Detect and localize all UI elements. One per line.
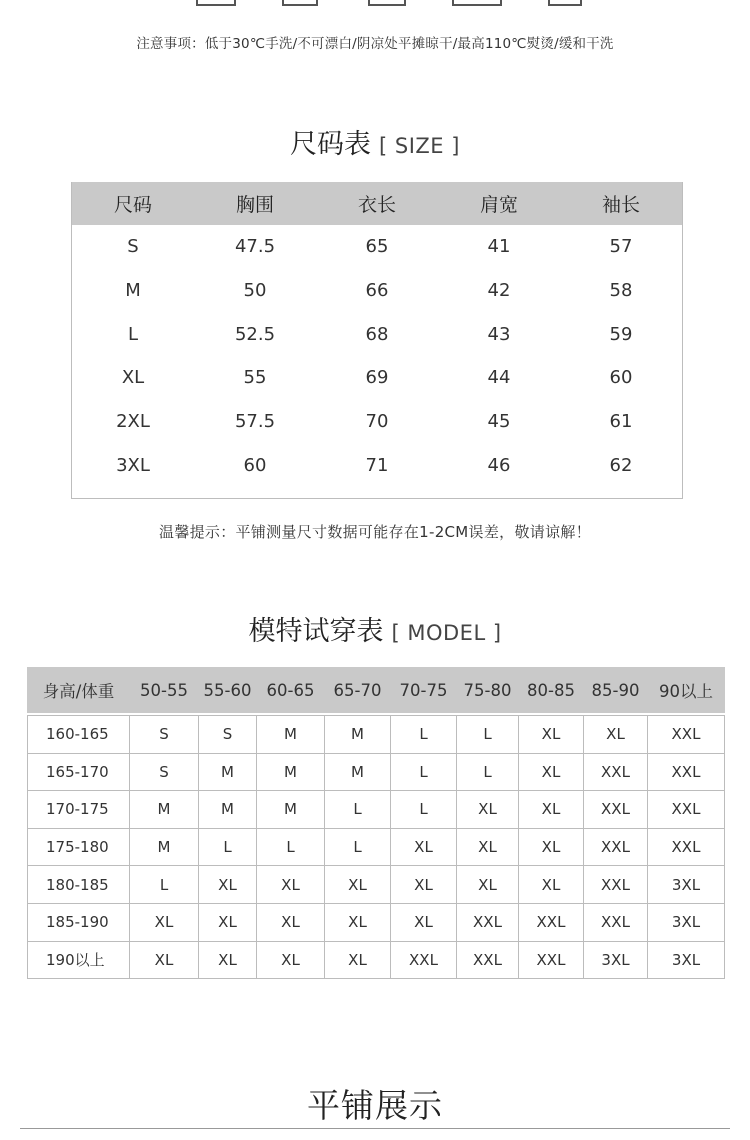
table-cell: 58 <box>609 280 633 302</box>
height-range-cell: 190以上 <box>28 941 130 979</box>
size-cell: M <box>325 753 391 791</box>
height-range-cell: 180-185 <box>28 866 130 904</box>
size-cell: XL <box>391 866 457 904</box>
size-cell: L <box>391 753 457 791</box>
size-cell: XXL <box>391 941 457 979</box>
size-cell: XL <box>457 791 519 829</box>
table-cell: 60 <box>609 367 633 389</box>
size-table <box>71 182 683 499</box>
table-row <box>72 443 682 487</box>
header-cell-weight-range: 55-60 <box>199 668 257 713</box>
height-range-cell: 160-165 <box>28 716 130 754</box>
model-table-header <box>28 668 725 713</box>
table-row <box>28 828 725 866</box>
table-row <box>28 716 725 754</box>
size-cell: L <box>391 791 457 829</box>
header-cell-chest: 胸围 <box>235 194 274 216</box>
size-cell: L <box>325 828 391 866</box>
table-cell: 47.5 <box>234 236 276 258</box>
iron-icon <box>452 0 502 6</box>
table-cell: M <box>125 280 141 302</box>
size-cell: XL <box>325 903 391 941</box>
table-cell: 41 <box>487 236 511 258</box>
table-cell: 45 <box>487 411 511 433</box>
model-table-body <box>28 713 725 979</box>
size-table-header <box>72 182 682 225</box>
table-cell: 44 <box>487 367 511 389</box>
size-cell: S <box>130 753 199 791</box>
table-cell: 68 <box>365 323 389 345</box>
table-cell: 57.5 <box>234 411 276 433</box>
model-chart-title-text: 模特试穿表 <box>248 616 384 647</box>
dry-flat-icon <box>368 0 406 6</box>
size-cell: XXL <box>648 716 725 754</box>
size-cell: L <box>457 753 519 791</box>
size-chart-subtitle: [ SIZE ] <box>379 134 460 158</box>
size-cell: XXL <box>584 828 648 866</box>
size-cell: XL <box>130 941 199 979</box>
table-cell: 2XL <box>116 411 150 433</box>
size-cell: 3XL <box>584 941 648 979</box>
size-cell: L <box>199 828 257 866</box>
size-cell: M <box>199 753 257 791</box>
size-cell: XL <box>457 866 519 904</box>
size-cell: XL <box>519 791 584 829</box>
size-cell: XL <box>391 828 457 866</box>
header-cell-sleeve: 袖长 <box>601 194 640 216</box>
size-cell: XL <box>325 866 391 904</box>
size-cell: M <box>257 716 325 754</box>
size-cell: S <box>130 716 199 754</box>
size-cell: XL <box>257 903 325 941</box>
header-cell-height-weight: 身高/体重 <box>28 668 130 713</box>
header-cell-weight-range: 85-90 <box>584 668 648 713</box>
size-cell: 3XL <box>648 903 725 941</box>
table-cell: 52.5 <box>234 323 276 345</box>
size-cell: XL <box>391 903 457 941</box>
table-row <box>28 866 725 904</box>
size-cell: XL <box>257 941 325 979</box>
table-row <box>72 225 682 269</box>
no-bleach-icon <box>282 0 318 6</box>
header-cell-length: 衣长 <box>357 194 396 216</box>
header-cell-weight-range: 60-65 <box>257 668 325 713</box>
size-cell: XXL <box>584 791 648 829</box>
header-cell-weight-range: 80-85 <box>519 668 584 713</box>
size-cell: M <box>325 716 391 754</box>
size-cell: XXL <box>519 903 584 941</box>
table-cell: 61 <box>609 411 633 433</box>
size-cell: M <box>130 828 199 866</box>
size-cell: XXL <box>648 791 725 829</box>
table-row <box>72 269 682 313</box>
table-cell: L <box>127 323 139 345</box>
header-cell-weight-range: 90以上 <box>648 668 725 713</box>
size-cell: XL <box>457 828 519 866</box>
size-cell: M <box>257 791 325 829</box>
table-cell: S <box>127 236 139 258</box>
table-cell: 70 <box>365 411 389 433</box>
table-cell: 65 <box>365 236 389 258</box>
size-cell: XL <box>519 828 584 866</box>
table-cell: 59 <box>609 323 633 345</box>
divider <box>20 1128 730 1129</box>
size-cell: XL <box>130 903 199 941</box>
table-cell: 50 <box>243 280 267 302</box>
size-cell: XL <box>199 866 257 904</box>
header-cell-shoulder: 肩宽 <box>479 194 518 216</box>
table-row <box>28 941 725 979</box>
model-fit-table <box>27 667 725 979</box>
size-cell: XXL <box>457 941 519 979</box>
size-cell: XXL <box>584 903 648 941</box>
measurement-tip: 温馨提示：平铺测量尺寸数据可能存在1-2CM误差，敬请谅解！ <box>159 523 591 541</box>
table-row <box>28 791 725 829</box>
size-table-body <box>72 225 682 487</box>
size-cell: 3XL <box>648 866 725 904</box>
flat-display-title: 平铺展示 <box>307 1086 443 1125</box>
size-cell: S <box>199 716 257 754</box>
size-cell: L <box>257 828 325 866</box>
table-cell: 55 <box>243 367 267 389</box>
care-icons-strip <box>0 0 750 8</box>
size-cell: XL <box>519 866 584 904</box>
size-cell: XL <box>325 941 391 979</box>
header-cell-size: 尺码 <box>113 194 152 216</box>
table-cell: 43 <box>487 323 511 345</box>
size-cell: M <box>257 753 325 791</box>
size-cell: L <box>325 791 391 829</box>
size-cell: XXL <box>457 903 519 941</box>
table-cell: 69 <box>365 367 389 389</box>
size-chart-title-text: 尺码表 <box>290 129 372 160</box>
size-cell: XXL <box>584 753 648 791</box>
size-cell: L <box>457 716 519 754</box>
size-chart-title <box>0 122 750 161</box>
size-cell: M <box>199 791 257 829</box>
size-cell: XL <box>584 716 648 754</box>
table-row <box>72 400 682 444</box>
table-cell: 66 <box>365 280 389 302</box>
table-cell: 62 <box>609 454 633 476</box>
size-cell: XL <box>519 716 584 754</box>
table-cell: 71 <box>365 454 389 476</box>
model-chart-title <box>0 609 750 648</box>
size-cell: XL <box>199 903 257 941</box>
table-cell: 60 <box>243 454 267 476</box>
dry-clean-icon <box>548 0 582 6</box>
table-row <box>72 312 682 356</box>
table-cell: XL <box>121 367 145 389</box>
height-range-cell: 175-180 <box>28 828 130 866</box>
size-cell: XXL <box>584 866 648 904</box>
size-cell: XXL <box>648 828 725 866</box>
table-cell: 46 <box>487 454 511 476</box>
height-range-cell: 165-170 <box>28 753 130 791</box>
table-row <box>28 753 725 791</box>
model-chart-subtitle: [ MODEL ] <box>391 621 502 645</box>
hand-wash-icon <box>196 0 236 6</box>
care-instructions: 注意事项：低于30℃手洗/不可漂白/阴凉处平摊晾干/最高110℃熨烫/缓和干洗 <box>136 36 614 52</box>
height-range-cell: 170-175 <box>28 791 130 829</box>
header-cell-weight-range: 70-75 <box>391 668 457 713</box>
size-cell: M <box>130 791 199 829</box>
header-cell-weight-range: 65-70 <box>325 668 391 713</box>
header-cell-weight-range: 75-80 <box>457 668 519 713</box>
table-row <box>72 356 682 400</box>
size-cell: L <box>391 716 457 754</box>
table-cell: 42 <box>487 280 511 302</box>
table-row <box>28 903 725 941</box>
table-cell: 57 <box>609 236 633 258</box>
size-cell: 3XL <box>648 941 725 979</box>
size-cell: L <box>130 866 199 904</box>
size-cell: XL <box>199 941 257 979</box>
size-cell: XL <box>519 753 584 791</box>
table-cell: 3XL <box>116 454 150 476</box>
size-cell: XXL <box>648 753 725 791</box>
height-range-cell: 185-190 <box>28 903 130 941</box>
size-cell: XL <box>257 866 325 904</box>
size-cell: XXL <box>519 941 584 979</box>
header-cell-weight-range: 50-55 <box>130 668 199 713</box>
